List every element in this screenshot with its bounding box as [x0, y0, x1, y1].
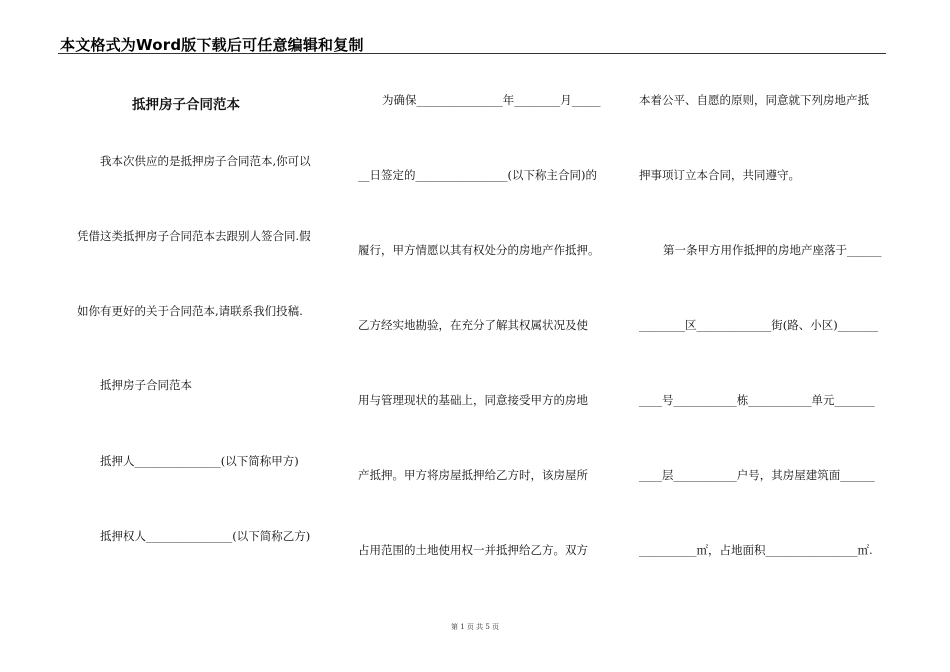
paragraph-line: 我本次供应的是抵押房子合同范本,你可以 [100, 154, 311, 168]
address-line: ____层___________户号，其房屋建筑面______ [639, 468, 875, 482]
paragraph-line: 占用范围的土地使用权一并抵押给乙方。双方 [358, 543, 588, 557]
document-title: 抵押房子合同范本 [132, 97, 240, 113]
article-1-line: 第一条甲方用作抵押的房地产座落于______ [663, 243, 882, 257]
paragraph-line: 履行，甲方情愿以其有权处分的房地产作抵押。 [358, 243, 600, 257]
paragraph-line: 产抵押。甲方将房屋抵押给乙方时，该房屋所 [358, 468, 588, 482]
paragraph-line: 押事项订立本合同，共同遵守。 [639, 168, 800, 182]
mortgagor-line: 抵押人_______________(以下简称甲方) [100, 454, 299, 468]
address-line: ____号___________栋___________单元_______ [639, 393, 875, 407]
paragraph-line: 本着公平、自愿的原则，同意就下列房地产抵 [639, 93, 869, 107]
mortgagee-line: 抵押权人_______________(以下简称乙方) [100, 529, 311, 543]
header-banner: 本文格式为Word版下载后可任意编辑和复制 [60, 36, 364, 54]
area-line: __________㎡，占地面积________________㎡. [639, 543, 873, 557]
paragraph-line: __日签定的________________(以下称主合同)的 [358, 168, 597, 182]
header-rule [58, 53, 886, 54]
paragraph-line: 凭借这类抵押房子合同范本去跟别人签合同.假 [77, 229, 311, 243]
paragraph-line: 如你有更好的关于合同范本,请联系我们投稿. [77, 304, 303, 318]
page-number: 第 1 页 共 5 页 [450, 623, 500, 631]
section-heading: 抵押房子合同范本 [100, 378, 192, 392]
paragraph-line: 为确保_______________年________月_____ [382, 93, 601, 107]
paragraph-line: 用与管理现状的基础上，同意接受甲方的房地 [358, 393, 588, 407]
paragraph-line: 乙方经实地勘验，在充分了解其权属状况及使 [358, 318, 588, 332]
address-line: ________区_____________街(路、小区)_______ [639, 318, 878, 332]
